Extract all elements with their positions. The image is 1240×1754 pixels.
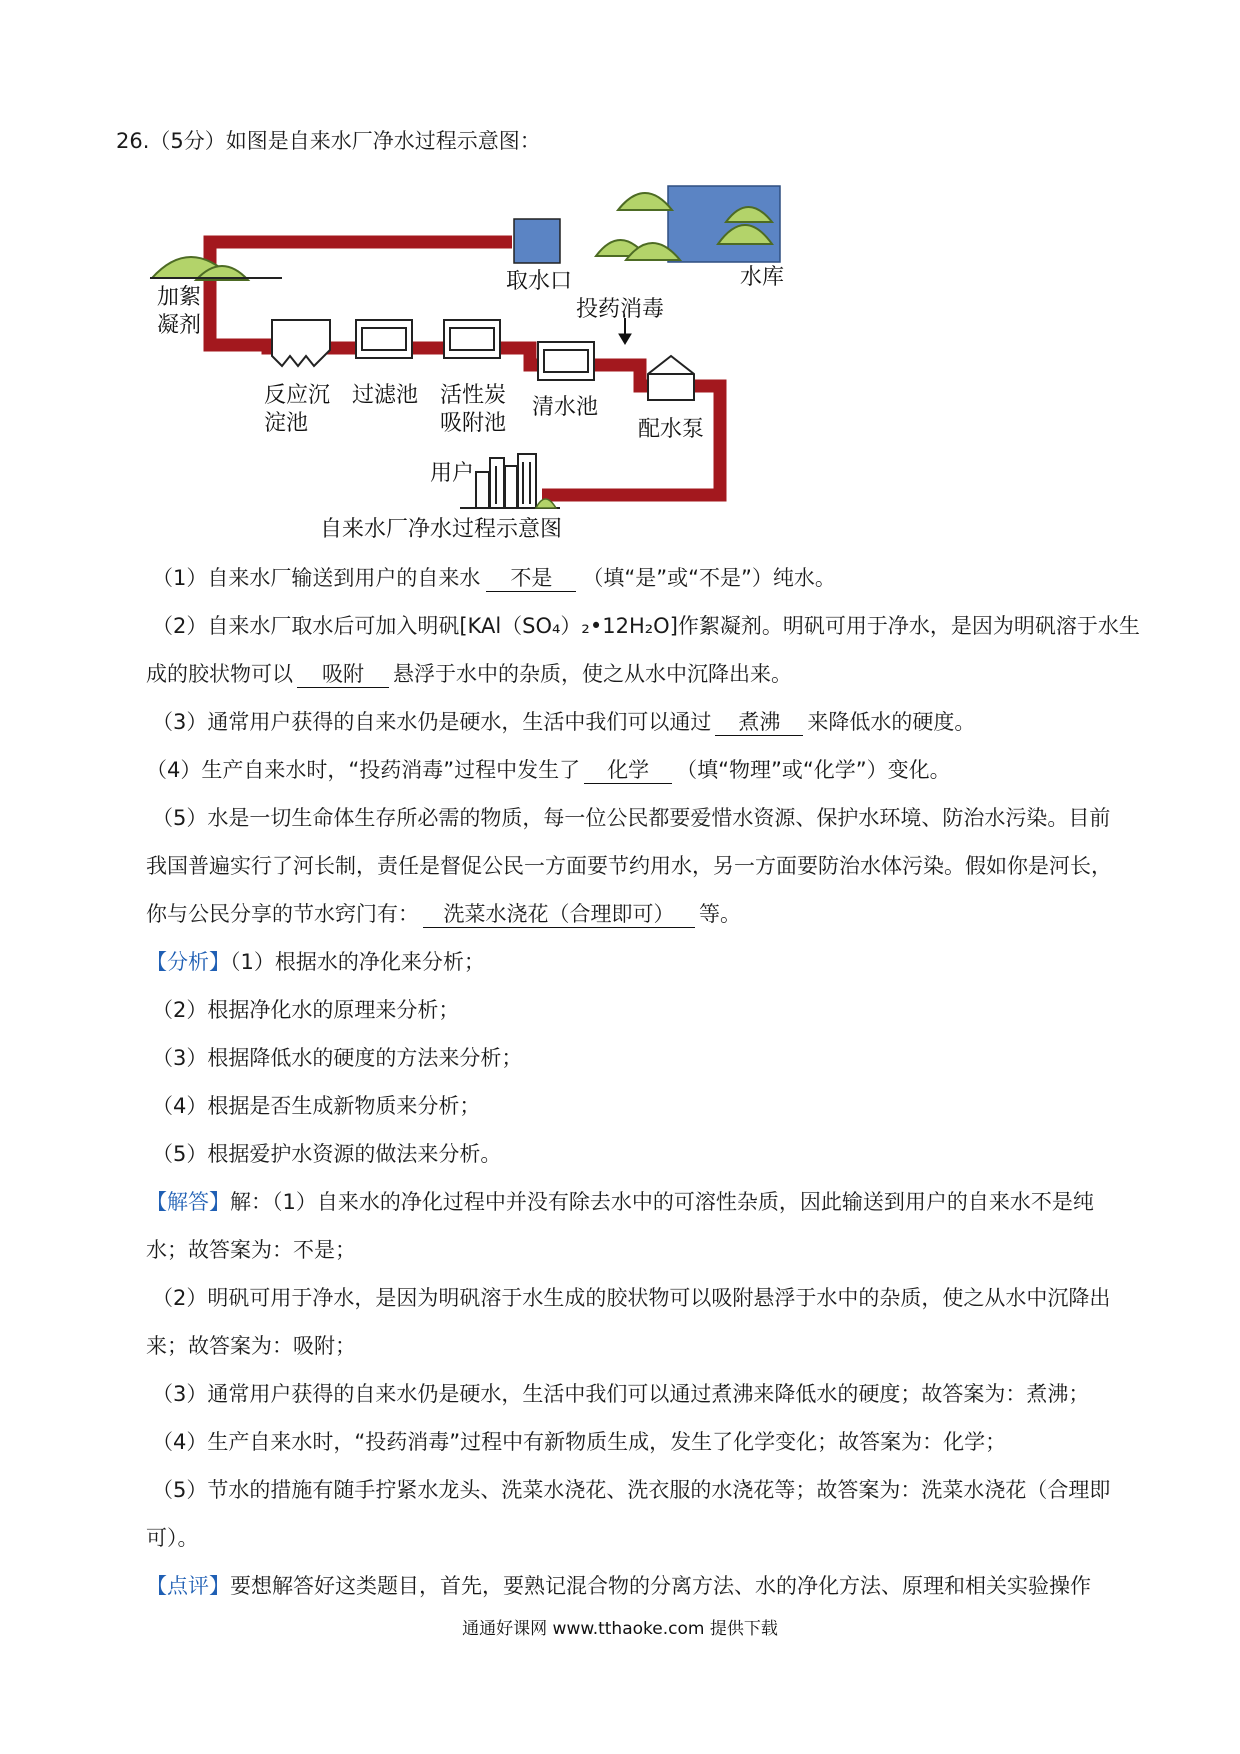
water-purification-diagram xyxy=(0,0,1240,560)
label-sediment-2: 淀池 xyxy=(264,411,309,436)
filter-tank-icon xyxy=(356,320,412,358)
reservoir-water-icon xyxy=(668,186,780,262)
sediment-tank-icon xyxy=(272,320,330,366)
answer-line-6: （4）生产自来水时，“投药消毒”过程中有新物质生成，发生了化学变化；故答案为：化学； xyxy=(152,1430,1007,1454)
answer-line-4: 来；故答案为：吸附； xyxy=(146,1334,356,1358)
label-intake: 取水口 xyxy=(506,269,573,294)
diagram-graphic xyxy=(0,0,1240,560)
question-2-line-2: 成的胶状物可以 吸附 悬浮于水中的杂质，使之从水中沉降出来。 xyxy=(146,662,792,686)
label-disinfect: 投药消毒 xyxy=(576,297,665,322)
question-1: （1）自来水厂输送到用户的自来水 不是 （填“是”或“不是”）纯水。 xyxy=(152,566,836,590)
label-reservoir: 水库 xyxy=(740,265,785,290)
question-4: （4）生产自来水时，“投药消毒”过程中发生了 化学 （填“物理”或“化学”）变化。 xyxy=(146,758,951,782)
label-coagulant-2: 凝剂 xyxy=(157,313,202,338)
answer-line-7: （5）节水的措施有随手拧紧水龙头、洗菜水浇花、洗衣服的水浇花等；故答案为：洗菜水浇花（合理即 xyxy=(152,1478,1111,1502)
analysis-line-2: （2）根据净化水的原理来分析； xyxy=(152,998,460,1022)
question-3: （3）通常用户获得的自来水仍是硬水，生活中我们可以通过 煮沸 来降低水的硬度。 xyxy=(152,710,976,734)
label-sediment-1: 反应沉 xyxy=(264,383,331,408)
label-carbon-2: 吸附池 xyxy=(440,411,507,436)
question-title: 26.（5分）如图是自来水厂净水过程示意图： xyxy=(116,129,541,153)
analysis-tag: 【分析】 xyxy=(146,950,230,974)
answer-line-5: （3）通常用户获得的自来水仍是硬水，生活中我们可以通过煮沸来降低水的硬度；故答案为：煮沸； xyxy=(152,1382,1090,1406)
answer-line-8: 可）。 xyxy=(146,1526,199,1550)
label-pump: 配水泵 xyxy=(638,417,705,442)
analysis-line-1: 【分析】（1）根据水的净化来分析； xyxy=(146,950,485,974)
analysis-line-5: （5）根据爱护水资源的做法来分析。 xyxy=(152,1142,502,1166)
diagram-caption: 自来水厂净水过程示意图 xyxy=(320,517,563,542)
question-5-line-3: 你与公民分享的节水窍门有： 洗菜水浇花（合理即可） 等。 xyxy=(146,902,741,926)
answer-line-2: 水；故答案为：不是； xyxy=(146,1238,356,1262)
analysis-line-3: （3）根据降低水的硬度的方法来分析； xyxy=(152,1046,523,1070)
answer-blank-2: 吸附 xyxy=(297,661,389,688)
label-coagulant-1: 加絮 xyxy=(157,285,202,310)
label-clear: 清水池 xyxy=(532,395,599,420)
question-5-line-1: （5）水是一切生命体生存所必需的物质，每一位公民都要爱惜水资源、保护水环境、防治水污染。目前 xyxy=(152,806,1111,830)
pump-house-icon xyxy=(648,356,694,400)
carbon-tank-icon xyxy=(444,320,500,358)
comment-line: 【点评】要想解答好这类题目，首先，要熟记混合物的分离方法、水的净化方法、原理和相关实验操作 xyxy=(146,1574,1091,1598)
page-footer: 通通好课网 www.tthaoke.com 提供下载 xyxy=(462,1619,778,1639)
intake-box-icon xyxy=(514,219,560,263)
label-filter: 过滤池 xyxy=(352,383,419,408)
pipe-line xyxy=(210,242,720,495)
answer-line-3: （2）明矾可用于净水，是因为明矾溶于水生成的胶状物可以吸附悬浮于水中的杂质，使之从水中沉降出 xyxy=(152,1286,1111,1310)
comment-tag: 【点评】 xyxy=(146,1574,230,1598)
analysis-line-4: （4）根据是否生成新物质来分析； xyxy=(152,1094,481,1118)
clear-tank-icon xyxy=(538,342,594,380)
answer-tag: 【解答】 xyxy=(146,1190,230,1214)
answer-blank-3: 煮沸 xyxy=(715,709,803,736)
answer-blank-1: 不是 xyxy=(486,565,576,592)
answer-blank-4: 化学 xyxy=(584,757,672,784)
label-user: 用户 xyxy=(430,461,475,486)
answer-blank-5: 洗菜水浇花（合理即可） xyxy=(423,901,695,928)
question-2-line-1: （2）自来水厂取水后可加入明矾[KAl（SO₄）₂•12H₂O]作絮凝剂。明矾可用于净水，是因为明矾溶于水生 xyxy=(152,614,1140,638)
question-5-line-2: 我国普遍实行了河长制，责任是督促公民一方面要节约用水，另一方面要防治水体污染。假如你是河长， xyxy=(146,854,1112,878)
answer-line-1: 【解答】解：（1）自来水的净化过程中并没有除去水中的可溶性杂质，因此输送到用户的自来水不是纯 xyxy=(146,1190,1094,1214)
label-carbon-1: 活性炭 xyxy=(440,383,507,408)
